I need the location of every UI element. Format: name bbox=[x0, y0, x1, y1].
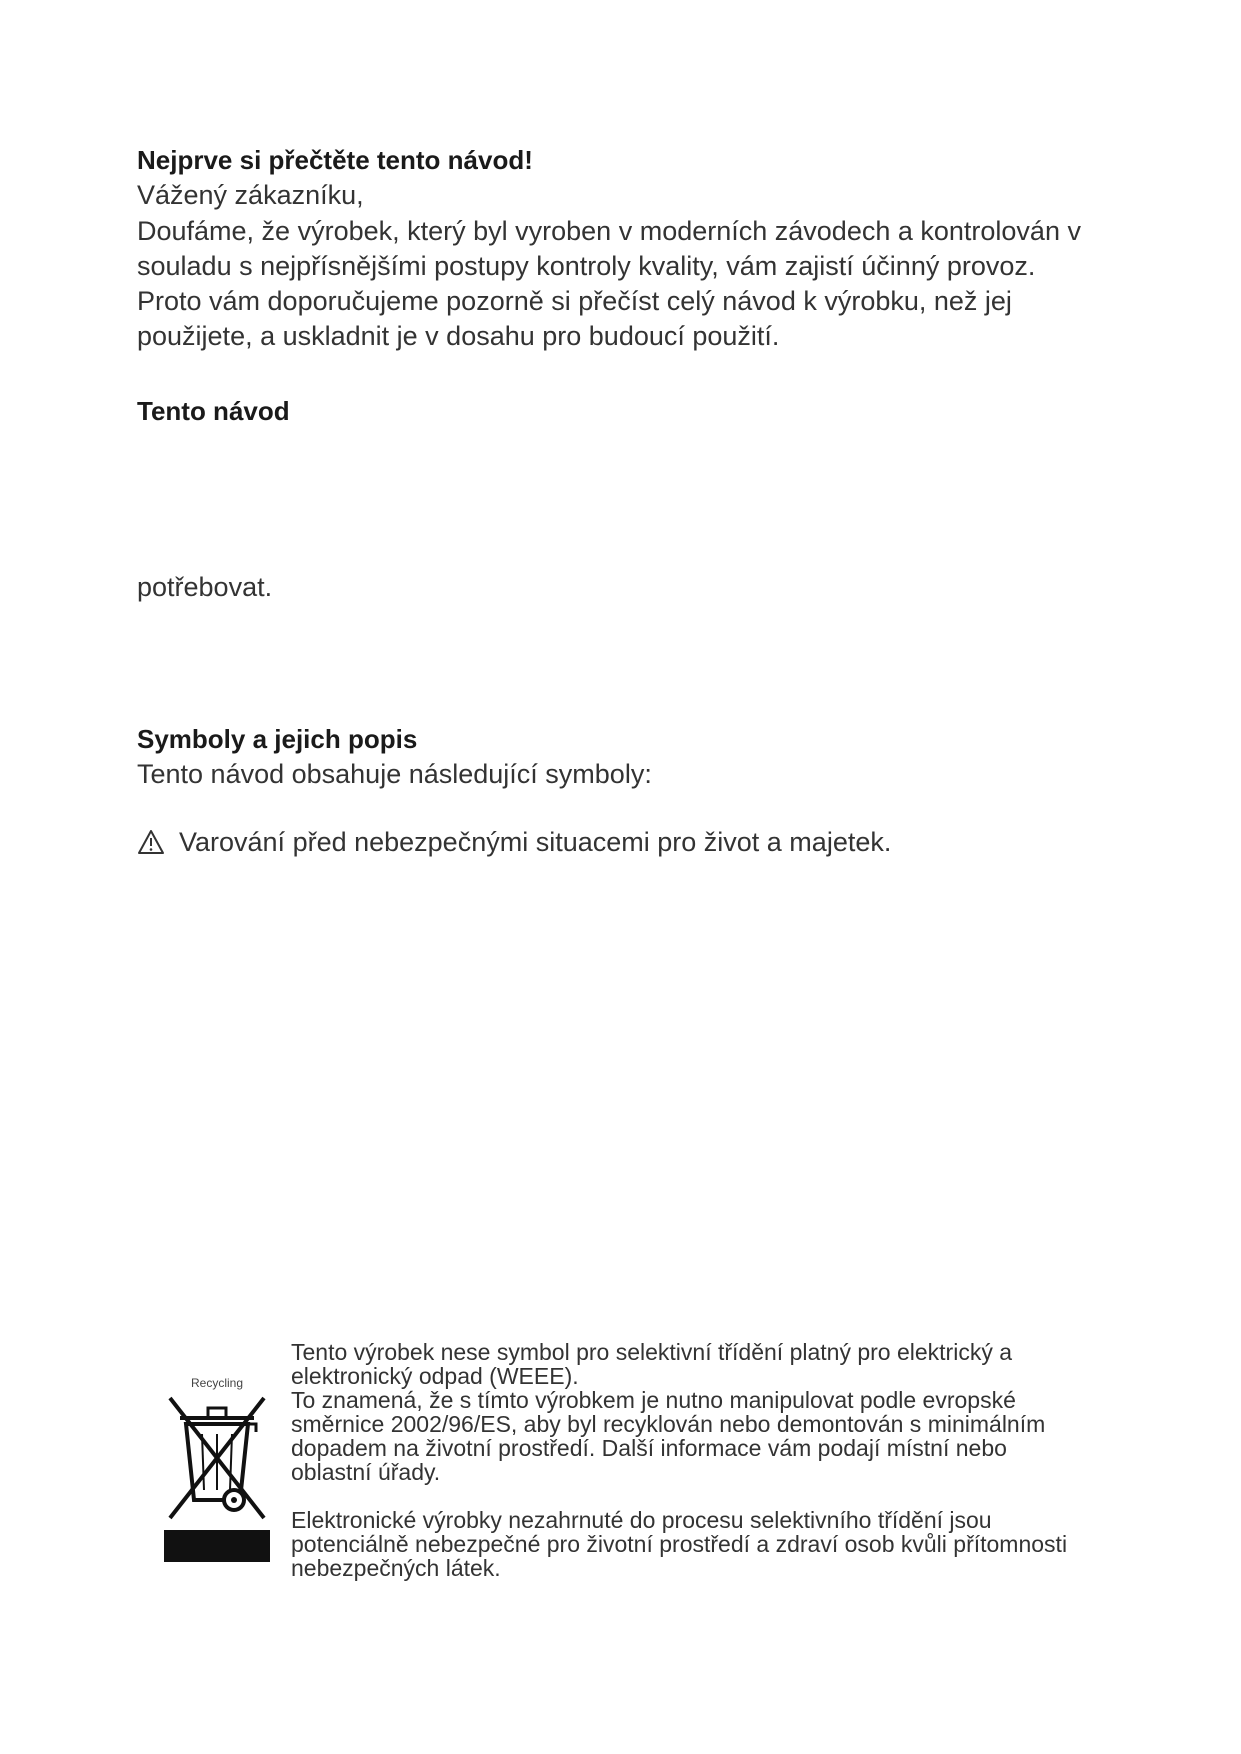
warning-triangle-icon bbox=[137, 829, 165, 855]
intro-line: Doufáme, že výrobek, který byl vyroben v moderních závodech a kontrolován v bbox=[137, 216, 1081, 246]
intro-line: souladu s nejpřísnějšími postupy kontroly kvality, vám zajistí účinný provoz. bbox=[137, 251, 1036, 281]
weee-hazard-line: Elektronické výrobky nezahrnuté do procesu selektivního třídění jsou bbox=[291, 1507, 992, 1533]
warning-symbol-row bbox=[137, 824, 891, 860]
intro-line: použijete, a uskladnit je v dosahu pro budoucí použití. bbox=[137, 321, 780, 351]
intro-line: Proto vám doporučujeme pozorně si přečíst celý návod k výrobku, než jej bbox=[137, 286, 1012, 316]
weee-line: oblastní úřady. bbox=[291, 1459, 441, 1485]
heading-read-manual-first: Nejprve si přečtěte tento návod! bbox=[137, 145, 533, 175]
weee-line: dopadem na životní prostředí. Další informace vám podají místní nebo bbox=[291, 1435, 1007, 1461]
warning-text: Varování před nebezpečnými situacemi pro život a majetek. bbox=[179, 826, 892, 857]
weee-hazard-line: nebezpečných látek. bbox=[291, 1555, 501, 1581]
heading-symbols: Symboly a jejich popis bbox=[137, 724, 418, 754]
crossed-bin-recycling-icon bbox=[164, 1372, 270, 1562]
weee-line: směrnice 2002/96/ES, aby byl recyklován nebo demontován s minimálním bbox=[291, 1411, 1046, 1437]
weee-line: elektronický odpad (WEEE). bbox=[291, 1363, 579, 1389]
weee-line: To znamená, že s tímto výrobkem je nutno manipulovat podle evropské bbox=[291, 1387, 1016, 1413]
recycling-label: Recycling bbox=[190, 1376, 244, 1390]
symbols-intro-text: Tento návod obsahuje následující symboly: bbox=[137, 759, 652, 789]
manual-trailing-text: potřebovat. bbox=[137, 572, 273, 602]
weee-hazard-paragraph bbox=[291, 1508, 1067, 1580]
intro-paragraph bbox=[137, 214, 1081, 354]
weee-paragraph bbox=[291, 1340, 1045, 1484]
greeting-text: Vážený zákazníku, bbox=[137, 180, 364, 210]
weee-hazard-line: potenciálně nebezpečné pro životní prostředí a zdraví osob kvůli přítomnosti bbox=[291, 1531, 1068, 1557]
heading-this-manual: Tento návod bbox=[137, 396, 290, 426]
weee-line: Tento výrobek nese symbol pro selektivní třídění platný pro elektrický a bbox=[291, 1339, 1013, 1365]
